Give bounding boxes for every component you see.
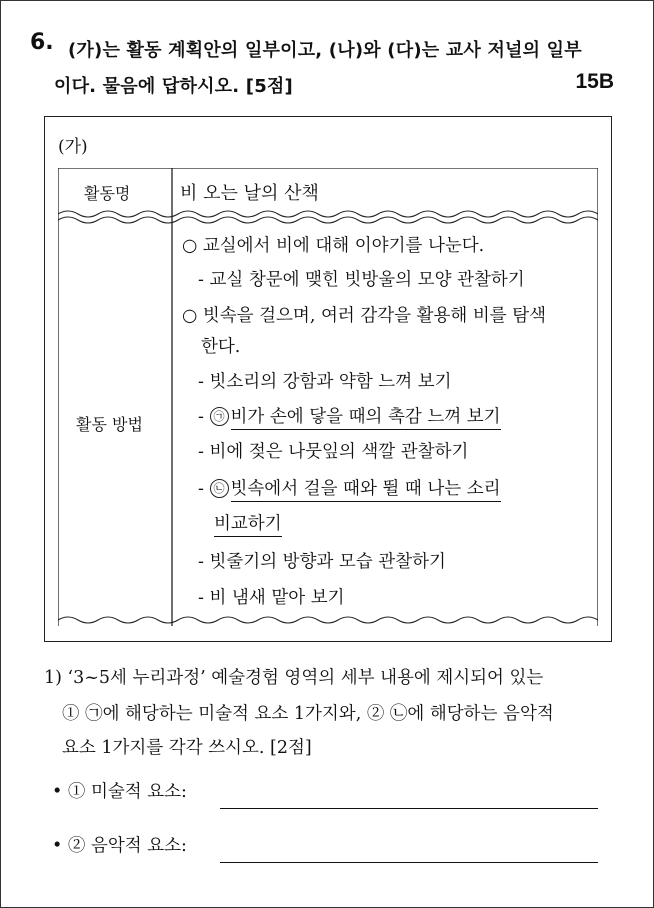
question-text-line-2: 이다. 물음에 답하시오. [5점] [54, 76, 293, 97]
answer-label-2: • ② 음악적 요소: [52, 836, 187, 856]
question-number: 6. [30, 30, 54, 55]
marker-circle-2: ㉡ [210, 479, 229, 498]
activity-plan-table [58, 168, 598, 626]
method-line: - 비 냄새 맡아 보기 [198, 588, 345, 608]
method-line: 한다. [201, 337, 241, 357]
activity-method-header: 활동 방법 [76, 415, 143, 434]
method-line: ○ 빗속을 걸으며, 여러 감각을 활용해 비를 탐색 [182, 306, 547, 326]
method-line-underlined-2-cont [214, 510, 282, 535]
method-line: - 빗줄기의 방향과 모습 관찰하기 [198, 552, 446, 572]
activity-name-value: 비 오는 날의 산책 [180, 183, 319, 204]
method-line-underlined-2 [198, 475, 501, 500]
subquestion-line-1: 1) ‘3~5세 누리과정’ 예술경험 영역의 세부 내용에 제시되어 있는 [44, 668, 544, 688]
question-text-line-1: (가)는 활동 계획안의 일부이고, (나)와 (다)는 교사 저널의 일부 [68, 40, 582, 61]
answer-blank-2[interactable] [220, 862, 598, 863]
method-line: ○ 교실에서 비에 대해 이야기를 나눈다. [182, 236, 485, 256]
underlined-text-2b: 비교하기 [214, 514, 282, 537]
exam-code: 15B [575, 70, 614, 93]
activity-name-header: 활동명 [84, 184, 131, 203]
marker-circle-1: ㉠ [210, 407, 229, 426]
method-line: - 교실 창문에 맺힌 빗방울의 모양 관찰하기 [198, 270, 525, 290]
plan-label: (가) [58, 137, 88, 157]
method-line: - 빗소리의 강함과 약함 느껴 보기 [198, 372, 452, 392]
subquestion-line-2: ① ㉠에 해당하는 미술적 요소 1가지와, ② ㉡에 해당하는 음악적 [62, 704, 554, 724]
answer-blank-1[interactable] [220, 808, 598, 809]
underlined-text-1: 비가 손에 닿을 때의 촉감 느껴 보기 [231, 407, 501, 430]
dash: - [198, 479, 204, 499]
answer-label-1: • ① 미술적 요소: [52, 782, 187, 802]
method-line-underlined-1 [198, 403, 501, 428]
subquestion-line-3: 요소 1가지를 각각 쓰시오. [2점] [62, 738, 312, 758]
dash: - [198, 407, 204, 427]
method-line: - 비에 젖은 나뭇잎의 색깔 관찰하기 [198, 442, 469, 462]
underlined-text-2a: 빗속에서 걸을 때와 뛸 때 나는 소리 [231, 479, 501, 502]
